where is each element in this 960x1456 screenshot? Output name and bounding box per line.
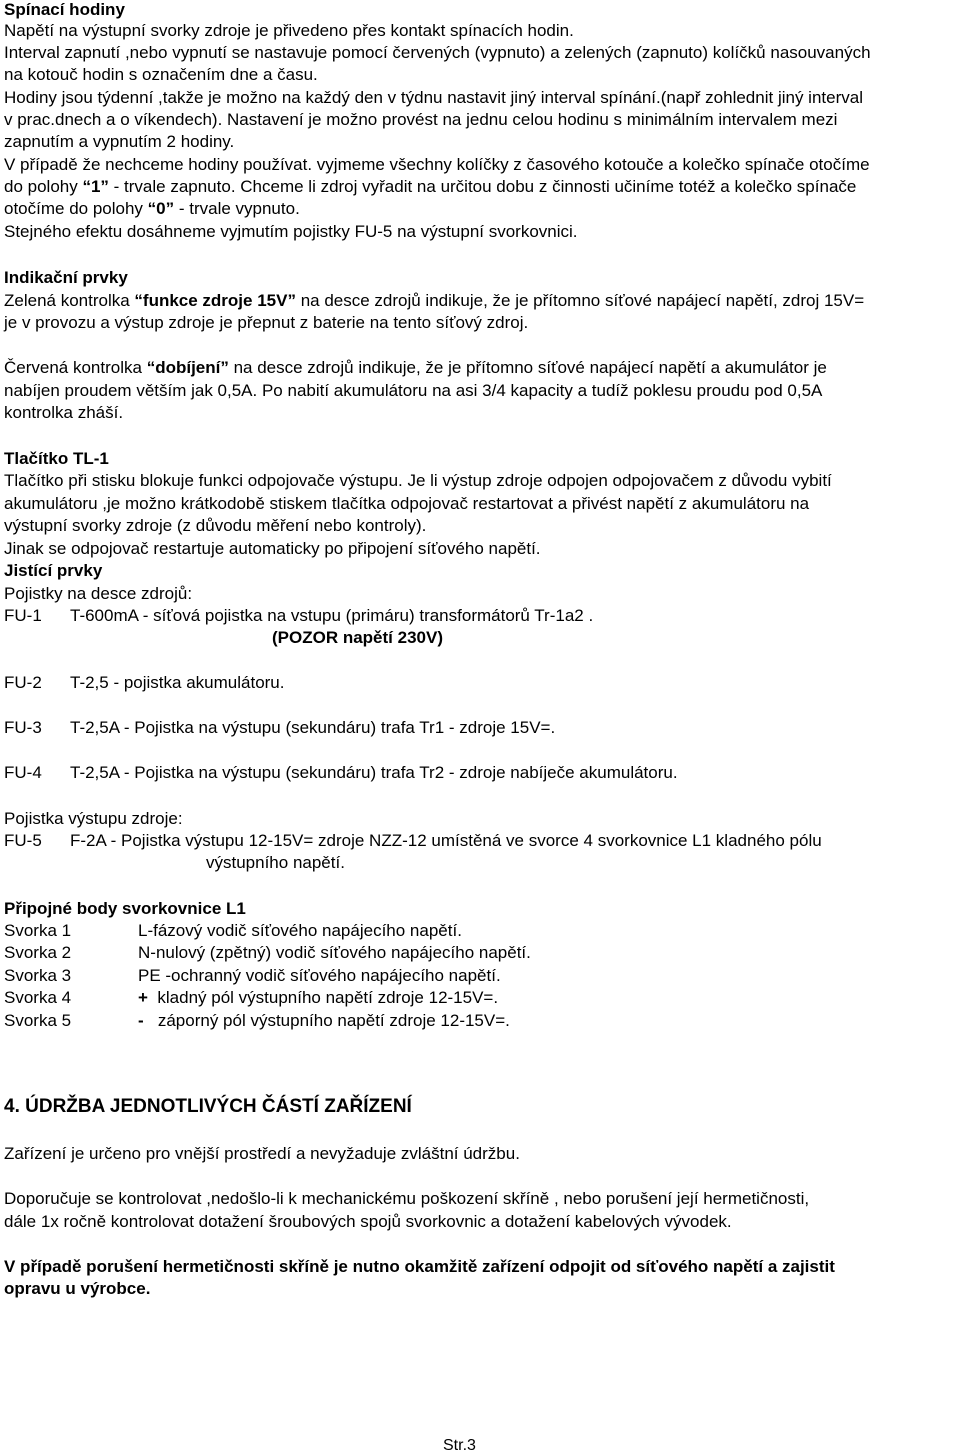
fuse-desc: T-2,5 - pojistka akumulátoru. [70,673,285,692]
paragraph-line [4,177,856,197]
text-run: na desce zdrojů indikuje, že je přítomno síťové napájecí napětí a akumulátor je [228,358,827,377]
terminal-desc: L-fázový vodič síťového napájecího napětí. [138,921,462,940]
paragraph-line: Hodiny jsou týdenní ,takže je možno na každý den v týdnu nastavit jiný interval spínání.(např zohlednit jiný interval [4,88,863,107]
polarity-sign: - [138,1011,144,1030]
text-run: - trvale zapnuto. Chceme li zdroj vyřadit na určitou dobu z činnosti učiníme totéž a kolečko spínače [108,177,857,196]
section-heading-tlacitko: Tlačítko TL-1 [4,449,109,468]
terminal-name: Svorka 5 [4,1011,72,1030]
terminal-name: Svorka 1 [4,921,72,940]
fuse-desc: F-2A - Pojistka výstupu 12-15V= zdroje NZZ-12 umístěná ve svorce 4 svorkovnice L1 kladného pólu [70,831,822,850]
paragraph-line: Jinak se odpojovač restartuje automaticky po připojení síťového napětí. [4,539,541,558]
fuse-code: FU-5 [4,831,42,850]
indicator-name-green: “funkce zdroje 15V” [134,291,296,310]
text-run: kladný pól výstupního napětí zdroje 12-15V=. [147,988,499,1007]
position-value-off: “0” [147,199,175,218]
text-run: Červená kontrolka [4,358,147,377]
position-value-on: “1” [82,177,109,196]
page-number: Str.3 [443,1437,476,1454]
fuse-desc: T-2,5A - Pojistka na výstupu (sekundáru) trafa Tr1 - zdroje 15V=. [70,718,556,737]
fuse-desc: T-600mA - síťová pojistka na vstupu (primáru) transformátorů Tr-1a2 . [70,606,594,625]
terminal-desc: N-nulový (zpětný) vodič síťového napájecího napětí. [138,943,531,962]
paragraph-line: je v provozu a výstup zdroje je přepnut z baterie na tento síťový zdroj. [4,313,529,332]
fuse-desc: T-2,5A - Pojistka na výstupu (sekundáru) trafa Tr2 - zdroje nabíječe akumulátoru. [70,763,678,782]
terminal-name: Svorka 3 [4,966,72,985]
terminal-desc [138,1011,510,1031]
text-run: do polohy [4,177,83,196]
paragraph-line: Tlačítko při stisku blokuje funkci odpojovače výstupu. Je li výstup zdroje odpojen odpojovačem z důvodu vybití [4,471,832,490]
text-run: Zelená kontrolka [4,291,135,310]
warning-paragraph-line: V případě porušení hermetičnosti skříně je nutno okamžitě zařízení odpojit od síťového napětí a zajistit [4,1257,835,1276]
paragraph-line: Pojistky na desce zdrojů: [4,584,193,603]
paragraph-line: na kotouč hodin s označením dne a času. [4,65,318,84]
terminal-name: Svorka 4 [4,988,72,1007]
paragraph-line [4,358,827,378]
chapter-heading: 4. ÚDRŽBA JEDNOTLIVÝCH ČÁSTÍ ZAŘÍZENÍ [4,1096,412,1117]
fuse-code: FU-2 [4,673,42,692]
paragraph-line: zapnutím a vypnutím 2 hodiny. [4,132,235,151]
terminal-desc [138,988,498,1008]
fuse-code: FU-3 [4,718,42,737]
section-heading-jistici-prvky: Jistící prvky [4,561,103,580]
warning-text: (POZOR napětí 230V) [272,628,443,647]
paragraph-line [4,291,864,311]
polarity-sign: + [138,988,148,1007]
paragraph-line [4,199,300,219]
paragraph-line: Zařízení je určeno pro vnější prostředí a nevyžaduje zvláštní údržbu. [4,1144,520,1163]
section-heading-indikacni-prvky: Indikační prvky [4,268,128,287]
paragraph-line: Doporučuje se kontrolovat ,nedošlo-li k mechanickému poškození skříně , nebo porušení její hermetičnosti, [4,1189,810,1208]
warning-paragraph-line: opravu u výrobce. [4,1279,151,1298]
fuse-code: FU-4 [4,763,42,782]
text-run: záporný pól výstupního napětí zdroje 12-15V=. [143,1011,510,1030]
paragraph-line: Napětí na výstupní svorky zdroje je přivedeno přes kontakt spínacích hodin. [4,21,574,40]
indicator-name-red: “dobíjení” [146,358,229,377]
text-run: na desce zdrojů indikuje, že je přítomno síťové napájecí napětí, zdroj 15V= [295,291,865,310]
terminal-desc: PE -ochranný vodič síťového napájecího napětí. [138,966,501,985]
text-run: otočíme do polohy [4,199,148,218]
paragraph-line: nabíjen proudem větším jak 0,5A. Po nabití akumulátoru na asi 3/4 kapacity a tudíž poklesu proudu pod 0,5A [4,381,823,400]
paragraph-line: dále 1x ročně kontrolovat dotažení šroubových spojů svorkovnic a dotažení kabelových vývodek. [4,1212,732,1231]
paragraph-line: V případě že nechceme hodiny používat. vyjmeme všechny kolíčky z časového kotouče a kolečko spínače otočíme [4,155,870,174]
terminal-name: Svorka 2 [4,943,72,962]
fuse-desc-continued: výstupního napětí. [206,853,345,872]
section-heading-spinaci-hodiny: Spínací hodiny [4,0,125,19]
paragraph-line: výstupní svorky zdroje (z důvodu měření nebo kontroly). [4,516,427,535]
text-run: - trvale vypnuto. [174,199,300,218]
paragraph-line: Interval zapnutí ,nebo vypnutí se nastavuje pomocí červených (vypnuto) a zelených (zapnuto) kolíčků nasouvaných [4,43,871,62]
fuse-code: FU-1 [4,606,42,625]
paragraph-line: Stejného efektu dosáhneme vyjmutím pojistky FU-5 na výstupní svorkovnici. [4,222,578,241]
paragraph-line: v prac.dnech a o víkendech). Nastavení je možno provést na jednu celou hodinu s minimálním intervalem mezi [4,110,838,129]
section-heading-pripojne-body: Připojné body svorkovnice L1 [4,899,246,918]
paragraph-line: kontrolka zháší. [4,403,124,422]
paragraph-line: akumulátoru ,je možno krátkodobě stiskem tlačítka odpojovač restartovat a přivést napětí z akumulátoru na [4,494,810,513]
paragraph-line: Pojistka výstupu zdroje: [4,809,183,828]
